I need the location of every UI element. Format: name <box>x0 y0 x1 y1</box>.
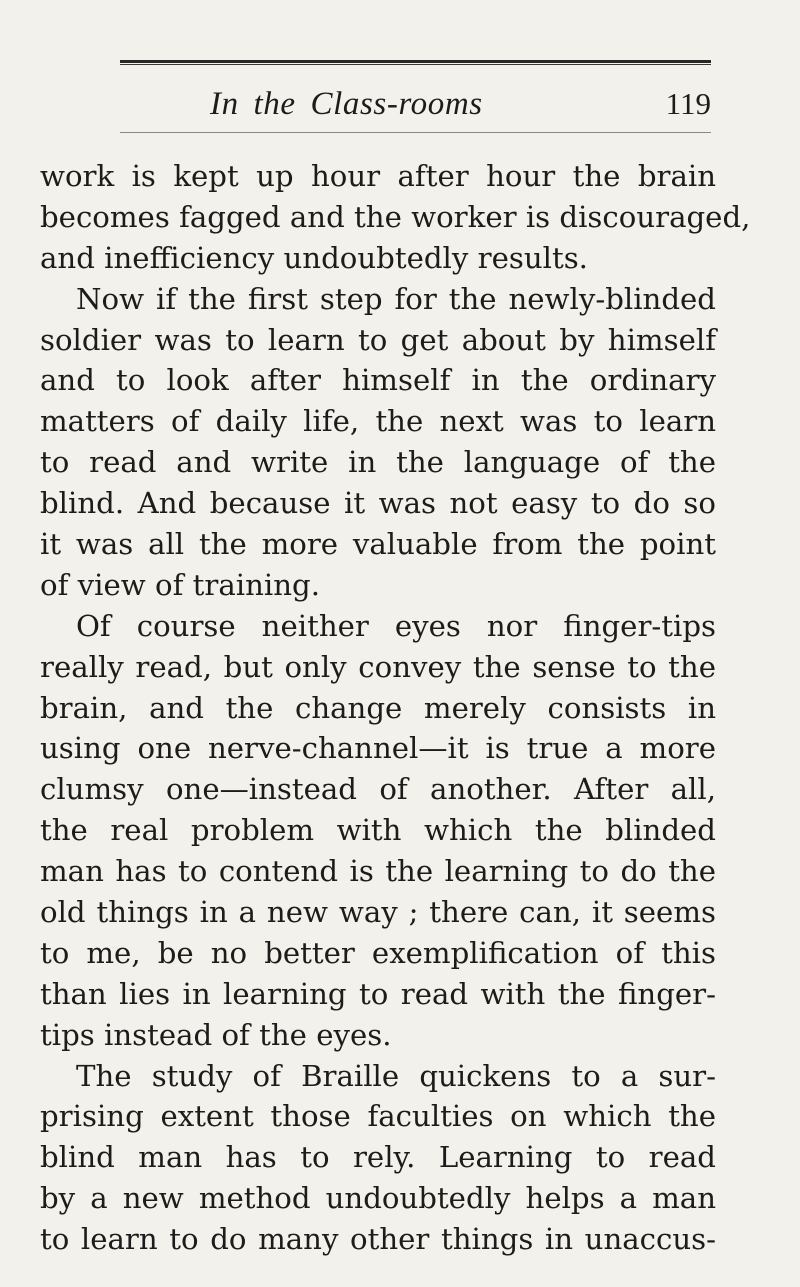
text-line: to read and write in the language of the <box>40 445 716 480</box>
text-line: really read, but only convey the sense to the <box>40 649 716 684</box>
text-line: and inefficiency undoubtedly results. <box>40 240 588 275</box>
top-double-rule <box>120 60 711 66</box>
text-line: blind man has to rely. Learning to read <box>40 1140 716 1175</box>
text-line: of view of training. <box>40 567 320 602</box>
body-text <box>40 156 751 1260</box>
text-line: it was all the more valuable from the point <box>40 527 716 562</box>
text-line: old things in a new way ; there can, it seems <box>40 895 716 930</box>
text-line: the real problem with which the blinded <box>40 813 716 848</box>
running-head-title: In the Class-rooms <box>210 86 483 122</box>
text-line: Of course neither eyes nor finger-tips <box>76 608 716 643</box>
text-line: to learn to do many other things in unaccus- <box>40 1222 716 1257</box>
text-line: soldier was to learn to get about by himself <box>40 322 716 357</box>
text-line: becomes fagged and the worker is discouraged, <box>40 199 751 234</box>
text-line: work is kept up hour after hour the brain <box>40 159 716 193</box>
text-line: matters of daily life, the next was to learn <box>40 404 716 439</box>
text-line: using one nerve-channel—it is true a more <box>40 731 716 766</box>
text-line: than lies in learning to read with the finger- <box>40 976 716 1011</box>
text-line: The study of Braille quickens to a sur- <box>76 1058 716 1093</box>
text-line: prising extent those faculties on which the <box>40 1099 716 1134</box>
page-number: 119 <box>665 86 711 121</box>
text-line: blind. And because it was not easy to do so <box>40 486 716 521</box>
text-line: clumsy one—instead of another. After all, <box>40 772 716 807</box>
text-line: brain, and the change merely consists in <box>40 690 716 725</box>
text-line: tips instead of the eyes. <box>40 1017 392 1052</box>
text-line: by a new method undoubtedly helps a man <box>40 1181 716 1216</box>
page-header <box>120 84 711 124</box>
text-line: man has to contend is the learning to do the <box>40 854 716 889</box>
text-line: and to look after himself in the ordinary <box>40 363 716 398</box>
text-line: to me, be no better exemplification of this <box>40 935 716 970</box>
header-rule <box>120 132 711 133</box>
text-line: Now if the first step for the newly-blinded <box>76 281 716 316</box>
